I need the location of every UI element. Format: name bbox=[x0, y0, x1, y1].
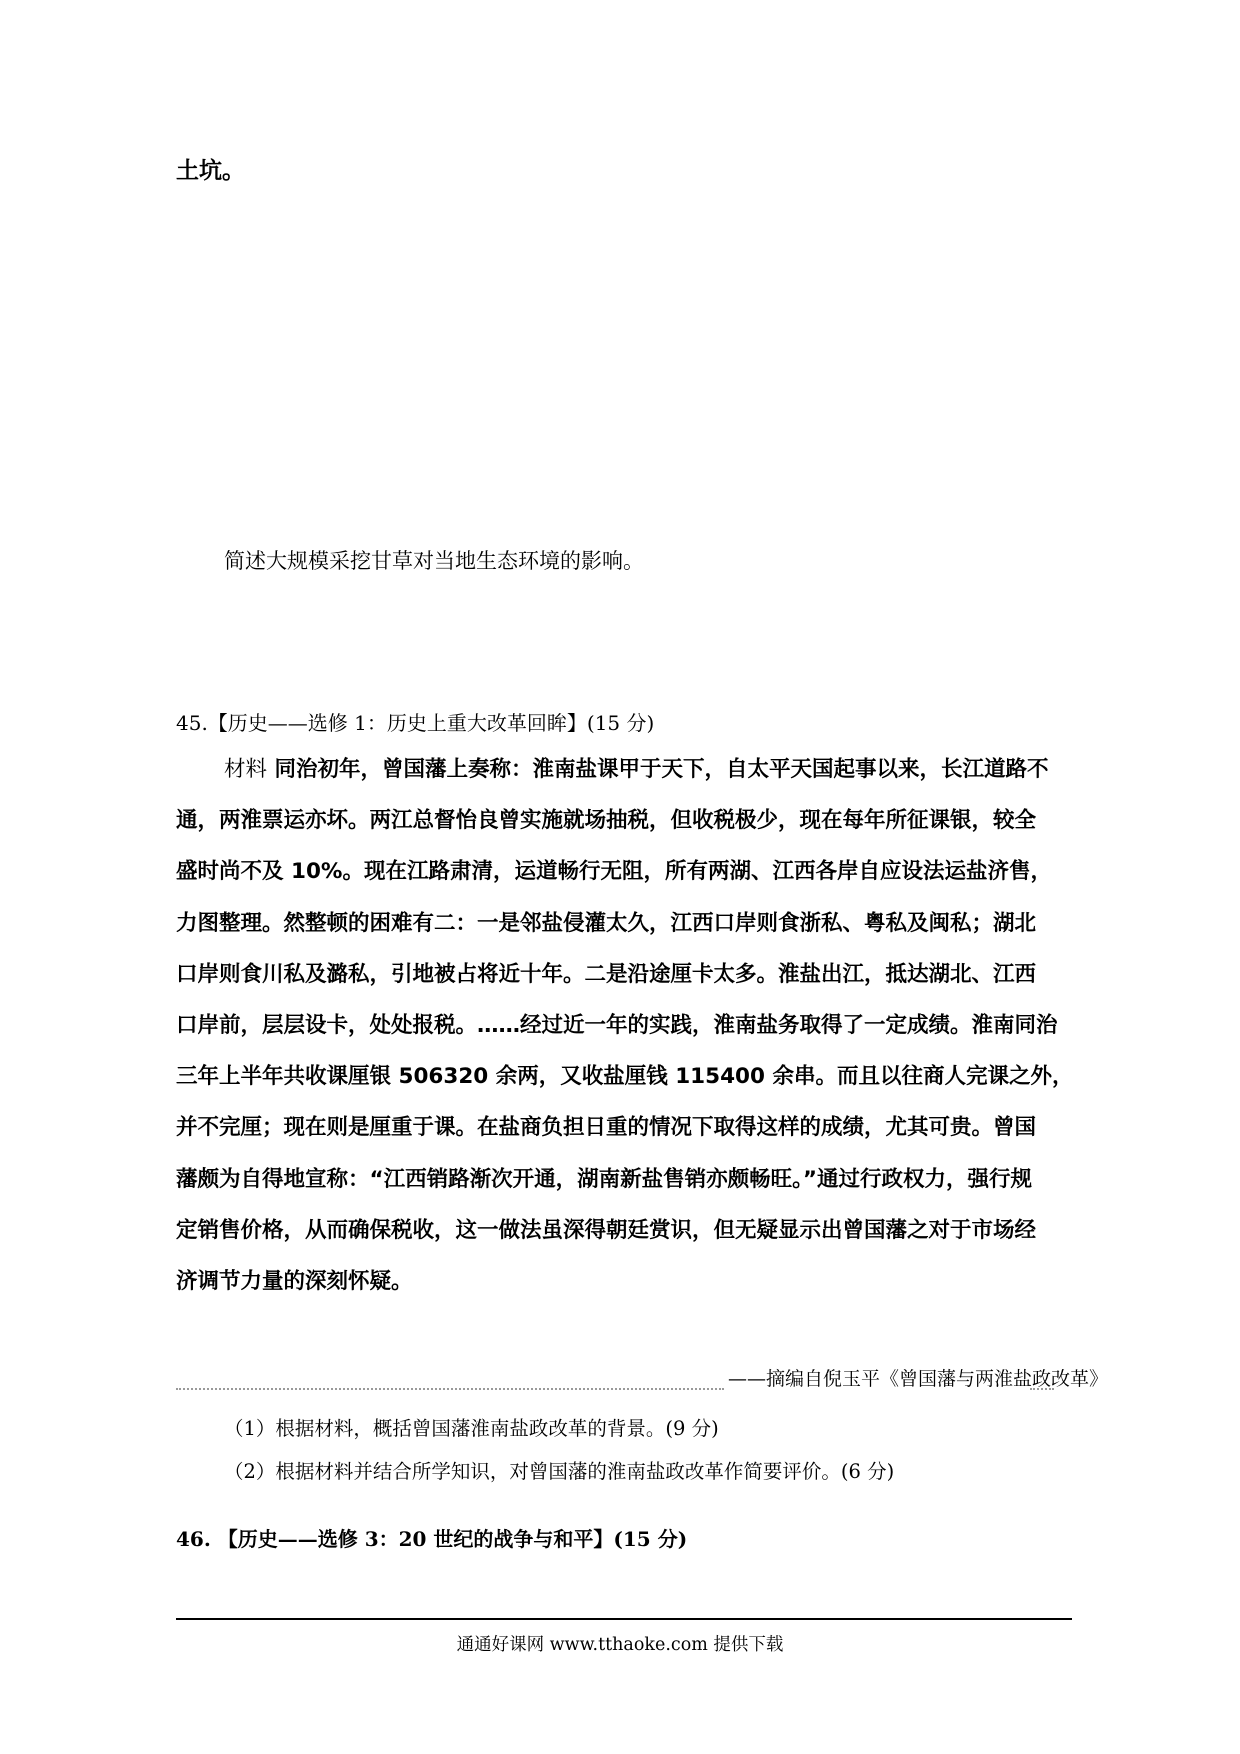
q44-prompt: 简述大规模采挖甘草对当地生态环境的影响。 bbox=[224, 549, 644, 573]
material-line: 盛时尚不及 10%。现在江路肃清，运道畅行无阻，所有两湖、江西各岸自应设法运盐济售， bbox=[176, 859, 1052, 885]
material-line: 口岸前，层层设卡，处处报税。……经过近一年的实践，淮南盐务取得了一定成绩。淮南同治 bbox=[176, 1012, 1058, 1038]
material-line: 三年上半年共收课厘银 506320 余两，又收盐厘钱 115400 余串。而且以往商人完课之外， bbox=[176, 1064, 1074, 1090]
dotted-leader bbox=[176, 1387, 724, 1390]
material-line: 口岸则食川私及潞私，引地被占将近十年。二是沿途厘卡太多。淮盐出江，抵达湖北、江西 bbox=[176, 961, 1037, 987]
top-fragment-text: 土坑。 bbox=[176, 158, 245, 184]
q46-title: 46. 【历史——选修 3：20 世纪的战争与和平】(15 分) bbox=[176, 1527, 688, 1551]
material-line: 藩颇为自得地宣称：“江西销路渐次开通，湖南新盐售销亦颇畅旺。”通过行政权力，强行规 bbox=[176, 1166, 1033, 1192]
material-source: ——摘编自倪玉平《曾国藩与两淮盐政改革》 bbox=[728, 1368, 1109, 1390]
q45-subquestion-1: （1）根据材料，概括曾国藩淮南盐政改革的背景。(9 分) bbox=[224, 1417, 719, 1440]
material-line: 定销售价格，从而确保税收，这一做法虽深得朝廷赏识，但无疑显示出曾国藩之对于市场经 bbox=[176, 1217, 1037, 1243]
material-line: 力图整理。然整顿的困难有二：一是邻盐侵灌太久，江西口岸则食浙私、粤私及闽私；湖北 bbox=[176, 910, 1037, 936]
q45-material bbox=[176, 744, 1072, 1307]
q45-subquestion-2: （2）根据材料并结合所学知识，对曾国藩的淮南盐政改革作简要评价。(6 分) bbox=[224, 1460, 895, 1483]
material-line: 通，两淮票运亦坏。两江总督怡良曾实施就场抽税，但收税极少，现在每年所征课银，较全 bbox=[176, 808, 1037, 834]
material-line: 济调节力量的深刻怀疑。 bbox=[176, 1268, 413, 1294]
material-label: 材料 bbox=[224, 757, 268, 782]
material-line: 并不完厘；现在则是厘重于课。在盐商负担日重的情况下取得这样的成绩，尤其可贵。曾国 bbox=[176, 1115, 1037, 1141]
q45-title: 45.【历史——选修 1：历史上重大改革回眸】(15 分) bbox=[176, 711, 655, 735]
footer-rule bbox=[176, 1618, 1072, 1620]
dotted-leader-end bbox=[1030, 1387, 1054, 1390]
footer-text: 通通好课网 www.tthaoke.com 提供下载 bbox=[456, 1635, 784, 1655]
material-line-text: 同治初年，曾国藩上奏称：淮南盐课甲于天下，自太平天国起事以来，长江道路不 bbox=[274, 757, 1049, 782]
material-line bbox=[176, 744, 1072, 795]
